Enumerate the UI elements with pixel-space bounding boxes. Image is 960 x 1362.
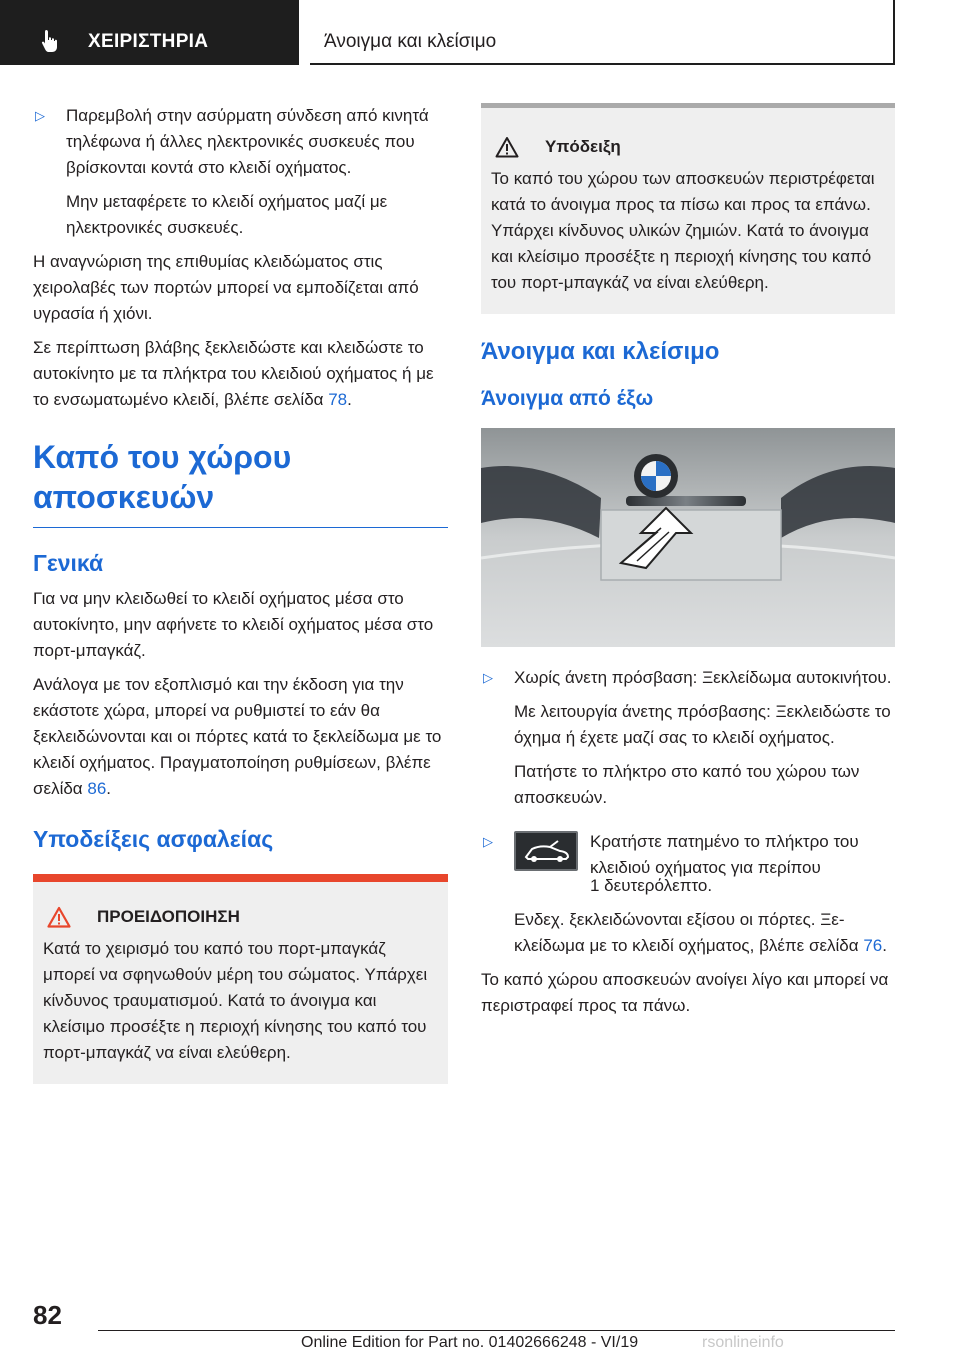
triangle-bullet-icon: ▷ [483,834,493,849]
list-item: ▷ Παρεμβολή στην ασύρματη σύνδεση από κινητά τηλέφωνα ή άλλες ηλεκτρονικές συσκευές που βρίσκονται κοντά στο κλειδί οχήματος. [33,103,448,181]
warning-triangle-icon [47,906,71,928]
left-column [33,103,448,1084]
list-item-detail: 1 δευτερόλεπτο. [590,876,713,895]
note-title: Υπόδειξη [481,134,895,160]
footer-watermark: rsonlineinfo [702,1334,784,1351]
list-item-detail: Ενδεχ. ξεκλειδώνονται εξίσου οι πόρτες. Ξεκλείδωμα με το κλειδί οχήματος, βλέπε σελίδα 76. [514,910,887,955]
page-link[interactable]: 76 [863,936,883,955]
car-trunk-key-icon [514,831,578,871]
right-column [481,103,895,1027]
footer-edition: Online Edition for Part no. 01402666248 - VI/19 [301,1334,639,1351]
page-link[interactable]: 78 [328,390,348,409]
warning-text: Κατά το χειρισμό του καπό του πορτ-μπαγκάζ μπορεί να σφηνωθούν μέρη του σώματος. Υπάρχει κίνδυνος τραυματισμού. Κατά το άνοιγμα και κλείσιμο προσέξτε η περιοχή κίνησης του καπό του πορτ-μπαγκάζ να είναι ελεύθερη. [43,939,428,1062]
trunk-button-photo [481,428,895,647]
triangle-bullet-icon: ▷ [35,108,45,123]
footer-divider [98,1330,895,1331]
manual-label: ΧΕΙΡΙΣΤΗΡΙΑ [88,31,209,52]
section-title: Άνοιγμα και κλείσιμο [324,31,497,52]
hand-pointer-icon [38,28,64,54]
list-item-detail: Μην μεταφέρετε το κλειδί οχήματος μαζί με ηλεκτρονικές συσκευές. [66,192,388,237]
page-number: 82 [33,1300,62,1330]
paragraph: Για να μην κλειδωθεί το κλειδί οχήματος μέσα στο αυτοκίνητο, μην αφήνετε το κλειδί οχήματος μέσα στο πορτ-μπαγκάζ. [33,589,434,660]
section-heading: Καπό του χώρου αποσκευών [33,437,448,528]
paragraph: Η αναγνώριση της επιθυμίας κλειδώματος στις χειρολαβές των πορτών μπορεί να εμποδίζεται από υγρασία ή χιόνι. [33,252,419,323]
paragraph: Ανάλογα με τον εξοπλισμό και την έκδοση για την εκάστοτε χώρα, μπορεί να ρυθμιστεί το εάν θα ξεκλειδώνονται και οι πόρτες κατά το ξεκλείδωμα με το κλειδί οχήματος. Πραγματοποίηση ρυθμίσεων, βλέπε σελίδα 86. [33,675,442,798]
subsection-heading: Άνοιγμα από έξω [481,387,654,410]
list-item-detail: Πατήστε το πλήκτρο στο καπό του χώρου των αποσκευών. [514,762,860,807]
note-box [481,103,895,314]
note-text: Το καπό του χώρου των αποσκευών περιστρέφεται κατά το άνοιγμα προς τα πίσω και προς τα επάνω. Υπάρχει κίνδυνος υλικών ζημιών. Κατά το άνοιγμα και κλείσιμο προσέξτε η περιοχή κίνησης του καπό του πορτ-μπαγκάζ να είναι ελεύθερη. [491,169,875,292]
caution-triangle-icon [495,136,519,158]
warning-box [33,874,448,1084]
warning-title: ΠΡΟΕΙΔΟΠΟΙΗΣΗ [33,904,448,930]
subsection-heading: Γενικά [33,550,104,576]
page-link[interactable]: 86 [87,779,107,798]
triangle-bullet-icon: ▷ [483,670,493,685]
list-item-detail: Με λειτουργία άνετης πρόσβασης: Ξεκλειδώστε το όχημα ή έχετε μαζί σας το κλειδί οχήματος. [514,702,891,747]
paragraph: Σε περίπτωση βλάβης ξεκλειδώστε και κλειδώστε το αυτοκίνητο με τα πλήκτρα του κλειδιού οχήματος ή με το ενσωματωμένο κλειδί, βλέπε σελίδα 78. [33,338,434,409]
paragraph: Το καπό χώρου αποσκευών ανοίγει λίγο και μπορεί να περιστραφεί προς τα πάνω. [481,970,889,1015]
list-item: ▷ Κρατήστε πατημένο το πλήκτρο του κλειδιού οχήματος για περίπου [481,829,895,881]
subsection-heading: Υποδείξεις ασφαλείας [33,826,274,852]
section-header [310,0,895,65]
list-item: ▷ Χωρίς άνετη πρόσβαση: Ξεκλείδωμα αυτοκινήτου. [481,665,895,691]
trunk-lid-image [481,428,895,647]
section-heading: Άνοιγμα και κλείσιμο [481,338,720,365]
header-tab [0,0,299,65]
